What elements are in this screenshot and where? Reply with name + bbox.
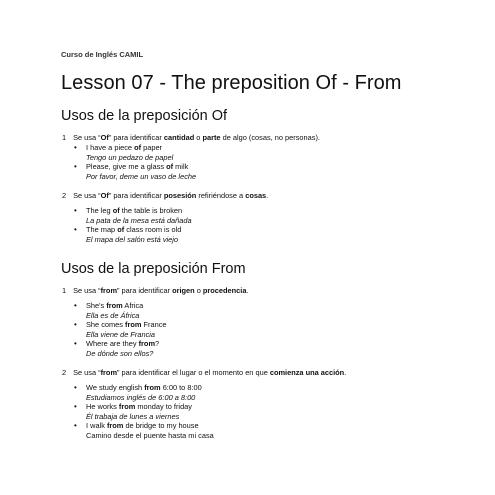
example-es: Él trabaja de lunes a viernes: [86, 411, 180, 421]
list-item: [73, 225, 455, 244]
list-item: [73, 143, 455, 162]
example-list: [61, 383, 455, 440]
point-text: 2 Se usa “from” para identificar el lugar o el momento en que comienza una acción.: [62, 368, 347, 377]
section-heading: Usos de la preposición From: [61, 261, 246, 277]
point: [61, 133, 455, 181]
point-text: 2 Se usa “Of” para identificar posesión refiriéndose a cosas.: [62, 191, 269, 200]
list-item: [73, 402, 455, 421]
example-en: She's from Africa: [86, 301, 144, 310]
example-es: La pata de la mesa está dañada: [86, 215, 192, 225]
bullet-icon: •: [74, 162, 77, 171]
point-number: 2: [62, 368, 67, 377]
example-es: Ella viene de Francia: [86, 329, 156, 339]
example-es: Tengo un pedazo de papel: [86, 152, 174, 162]
point-number: 1: [62, 286, 67, 295]
example-es: Estudiamos inglés de 6:00 a 8:00: [86, 392, 196, 402]
list-item: [73, 206, 455, 225]
section-of: [61, 108, 455, 244]
example-en: Please, give me a glass of milk: [86, 162, 189, 171]
example-es: Ella es de África: [86, 310, 140, 320]
example-es: De dónde son ellos?: [86, 348, 154, 358]
example-en: We study english from 6:00 to 8:00: [86, 383, 202, 392]
bullet-icon: •: [74, 225, 77, 234]
example-es: Por favor, deme un vaso de leche: [86, 171, 197, 181]
point-text: 1 Se usa “from” para identificar origen o procedencia.: [62, 286, 249, 295]
example-en: I walk from de bridge to my house: [86, 421, 199, 430]
bullet-icon: •: [74, 320, 77, 329]
bullet-icon: •: [74, 206, 77, 215]
example-en: The map of class room is old: [86, 225, 182, 234]
example-en: I have a piece of paper: [86, 143, 163, 152]
section-from: [61, 261, 455, 440]
list-item: [73, 162, 455, 181]
point: [61, 286, 455, 358]
course-header: Curso de Inglés CAMIL: [61, 50, 144, 59]
example-en: She comes from France: [86, 320, 167, 329]
point-number: 1: [62, 133, 67, 142]
section-heading: Usos de la preposición Of: [61, 108, 228, 124]
list-item: [73, 383, 455, 402]
bullet-icon: •: [74, 339, 77, 348]
example-es: Camino desde el puente hasta mi casa: [86, 430, 214, 440]
bullet-icon: •: [74, 143, 77, 152]
bullet-icon: •: [74, 383, 77, 392]
example-list: [61, 301, 455, 358]
example-en: He works from monday to friday: [86, 402, 192, 411]
point: [61, 191, 455, 244]
example-en: The leg of the table is broken: [86, 206, 183, 215]
list-item: [73, 320, 455, 339]
bullet-icon: •: [74, 301, 77, 310]
example-en: Where are they from?: [86, 339, 160, 348]
list-item: [73, 301, 455, 320]
example-list: [61, 143, 455, 181]
example-es: El mapa del salón está viejo: [86, 234, 179, 244]
list-item: [73, 339, 455, 358]
list-item: [73, 421, 455, 440]
point-text: 1 Se usa “Of” para identificar cantidad o parte de algo (cosas, no personas).: [62, 133, 320, 142]
example-list: [61, 206, 455, 244]
lesson-title: Lesson 07 - The preposition Of - From: [61, 72, 402, 94]
point: [61, 368, 455, 440]
bullet-icon: •: [74, 402, 77, 411]
point-number: 2: [62, 191, 67, 200]
bullet-icon: •: [74, 421, 77, 430]
